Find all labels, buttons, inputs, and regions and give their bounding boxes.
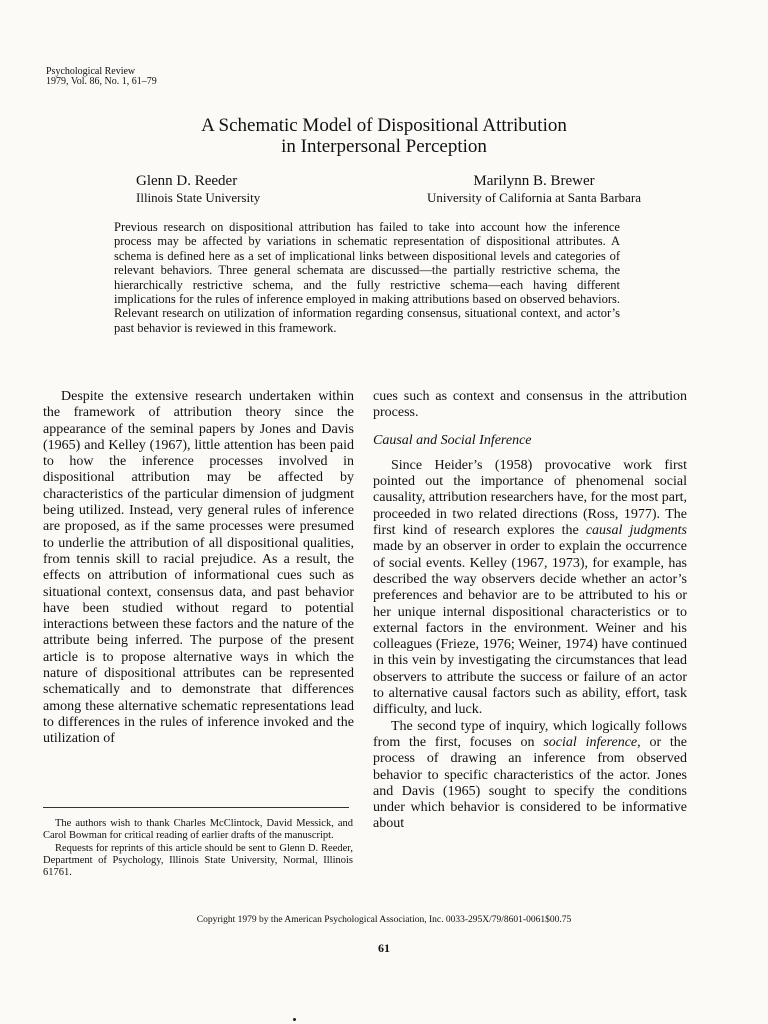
author-block-2 bbox=[397, 173, 671, 205]
paragraph-causal-inference: Since Heider’s (1958) provocative work first pointed out the importance of phenomenal social causality, attribution researchers have, for the most part, proceeded in two related directions (Ross, 1977). The first kind of research explores the causal judgments made by an observer in order to explain the occurrence of social events. Kelley (1967, 1973), for example, has described the way observers decide whether an actor’s preferences and behavior are to be attributed to his or her unique internal dispositional characteristics or to external factors in the environment. Weiner and his colleagues (Frieze, 1976; Weiner, 1974) have continued in this vein by investigating the circumstances that lead observers to attribute the success or failure of an actor to alternative causal factors such as ability, effort, task difficulty, and luck. bbox=[373, 457, 688, 718]
author-affiliation: Illinois State University bbox=[136, 190, 261, 205]
journal-citation: 1979, Vol. 86, No. 1, 61–79 bbox=[46, 76, 157, 87]
scan-speck bbox=[293, 1018, 296, 1021]
title-line-1: A Schematic Model of Dispositional Attribution bbox=[201, 115, 567, 136]
footnote-acknowledgment: The authors wish to thank Charles McClintock, David Messick, and Carol Bowman for critical reading of earlier drafts of the manuscript. bbox=[43, 818, 353, 842]
abstract-text: Previous research on dispositional attribution has failed to take into account how the inference process may be affected by variations in schematic representation of dispositional attributes. A schema is defined here as a set of implicational links between dispositional levels and categories of relevant behaviors. Three general schemata are discussed—the partially restrictive schema, the hierarchically restrictive schema, and the fully restrictive schema—each having different implications for the rules of inference employed in making attributions based on observed behaviors. Relevant research on utilization of information regarding consensus, situational context, and actor’s past behavior is reviewed in this framework. bbox=[114, 220, 620, 335]
section-heading: Causal and Social Inference bbox=[373, 432, 532, 448]
emphasis-causal-judgments: causal judgments bbox=[585, 523, 688, 539]
right-column bbox=[373, 389, 687, 833]
journal-name: Psychological Review bbox=[46, 66, 136, 77]
left-column bbox=[43, 389, 354, 748]
footnote-reprints: Requests for reprints of this article should be sent to Glenn D. Reeder, Department of Psychology, Illinois State University, Normal, Illinois 61761. bbox=[43, 842, 353, 879]
emphasis-social-inference: social inference bbox=[543, 734, 638, 750]
intro-paragraph: Despite the extensive research undertaken within the framework of attribution theory since the appearance of the seminal papers by Jones and Davis (1965) and Kelley (1967), little attention has been paid to how the inference processes involved in dispositional attribution may be affected by characteristics of the particular dimension of judgment being utilized. Instead, very general rules of inference are proposed, as if the same processes were presumed to underlie the attribution of all dispositional qualities, from tennis skill to racial prejudice. As a result, the effects on attribution of informational cues such as situational context, consensus data, and past behavior have been studied without regard to potential interactions between these factors and the nature of the attribute being inferred. The purpose of the present article is to propose alternative ways in which the nature of dispositional attributes can be represented schematically and to demonstrate that differences among these alternative schematic representations lead to differences in the rules of inference invoked and the utilization of bbox=[43, 389, 354, 747]
article-title bbox=[0, 115, 768, 157]
footnote-divider bbox=[43, 807, 349, 808]
author-block-1 bbox=[136, 173, 260, 205]
title-line-2: in Interpersonal Perception bbox=[281, 136, 487, 157]
author-name: Marilynn B. Brewer bbox=[473, 173, 595, 189]
author-name: Glenn D. Reeder bbox=[136, 173, 238, 189]
author-affiliation: University of California at Santa Barbara bbox=[426, 190, 642, 205]
paragraph-social-inference: The second type of inquiry, which logically follows from the first, focuses on social inference, or the process of drawing an inference from observed behavior to specific characteristics of the actor. Jones and Davis (1965) sought to specify the conditions under which behavior is considered to be informative about bbox=[373, 718, 688, 832]
footnotes bbox=[43, 818, 353, 879]
copyright-line: Copyright 1979 by the American Psychological Association, Inc. 0033-295X/79/8601-0061$00.75 bbox=[196, 915, 572, 925]
continuation-paragraph: cues such as context and consensus in the attribution process. bbox=[373, 389, 687, 421]
journal-header bbox=[46, 67, 157, 87]
page-number: 61 bbox=[378, 941, 390, 955]
abstract bbox=[114, 220, 620, 335]
